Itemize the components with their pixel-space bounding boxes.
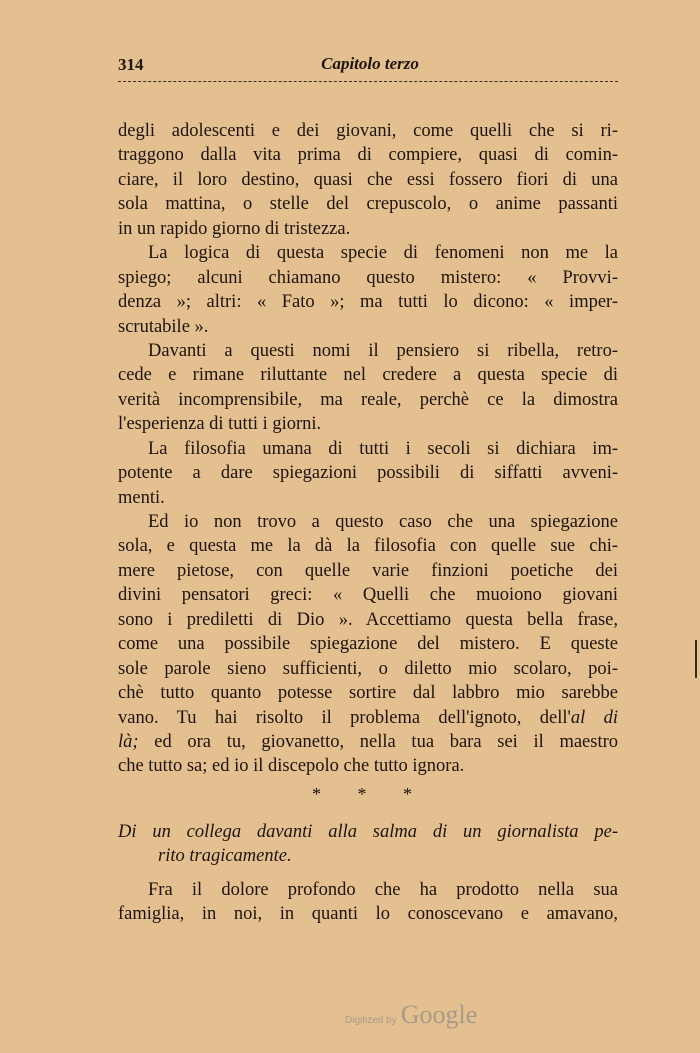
section-heading-line: rito tragicamente.: [158, 846, 292, 867]
line-text: La filosofia umana di tutti i secoli si dichiara im-: [148, 438, 618, 459]
text-line: Fra il dolore profondo che ha prodotto nella sua: [148, 880, 618, 900]
text-line: [118, 168, 618, 192]
line-text: vano. Tu hai risolto il problema dell'ignoto, dell': [118, 707, 571, 728]
text-line: [118, 632, 618, 656]
line-text: Ed io non trovo a questo caso che una spiegazione: [148, 512, 618, 532]
line-text: traggono dalla vita prima di compiere, quasi di comin-: [118, 145, 618, 166]
line-text: come una possibile spiegazione del mistero. E queste: [118, 634, 618, 655]
text-line: [118, 681, 618, 705]
text-line: [118, 486, 618, 510]
text-line: [118, 706, 618, 730]
running-title: Capitolo terzo: [321, 54, 419, 73]
text-line: [118, 510, 618, 534]
line-text: sono i prediletti di Dio ». Accettiamo questa bella frase,: [118, 609, 618, 630]
digitized-by-watermark: [345, 1000, 477, 1030]
line-text: menti.: [118, 487, 165, 508]
body-text: [118, 119, 618, 779]
text-line: [118, 315, 618, 339]
text-line: [118, 266, 618, 290]
text-line: [118, 730, 618, 754]
text-line: [118, 119, 618, 143]
italic-text: là;: [118, 731, 139, 752]
line-text: spiego; alcuni chiamano questo mistero: « Provvi-: [118, 267, 618, 288]
line-text: La logica di questa specie di fenomeni non me la: [148, 243, 618, 264]
line-text: l'esperienza di tutti i giorni.: [118, 414, 322, 435]
section-heading: [118, 820, 618, 869]
line-text: Davanti a questi nomi il pensiero si ribella, retro-: [148, 340, 618, 361]
text-line: [118, 412, 618, 436]
line-text: mere pietose, con quelle varie finzioni poetiche dei: [118, 560, 618, 581]
watermark-prefix: Digitized by: [345, 1015, 397, 1026]
text-line: [118, 388, 618, 412]
text-line: [118, 192, 618, 216]
header-rule: [118, 81, 618, 82]
line-text: sole parole sieno sufficienti, o diletto mio scolaro, poi-: [118, 658, 618, 679]
line-text: degli adolescenti e dei giovani, come quelli che si ri-: [118, 121, 618, 141]
text-line: [118, 657, 618, 681]
line-text: ed ora tu, giovanetto, nella tua bara sei il maestro: [138, 731, 618, 752]
line-text: ciare, il loro destino, quasi che essi fossero fiori di una: [118, 169, 618, 190]
text-line: [118, 559, 618, 583]
line-text: chè tutto quanto potesse sortire dal labbro mio sarebbe: [118, 683, 618, 704]
text-line: [118, 437, 618, 461]
line-text: in un rapido giorno di tristezza.: [118, 218, 351, 239]
page-number: 314: [118, 55, 144, 74]
text-line: [118, 290, 618, 314]
google-logo: Google: [400, 1000, 478, 1029]
margin-mark: [695, 640, 697, 678]
line-text: sola mattina, o stelle del crepuscolo, o anime passanti: [118, 194, 618, 215]
line-text: denza »; altri: « Fato »; ma tutti lo dicono: « imper-: [118, 292, 618, 313]
line-text: cede e rimane riluttante nel credere a questa specie di: [118, 365, 618, 386]
line-text: sola, e questa me la dà la filosofia con quelle sue chi-: [118, 536, 618, 557]
italic-text: al di: [570, 707, 618, 728]
line-text: potente a dare spiegazioni possibili di siffatti avveni-: [118, 463, 618, 484]
section-heading-line: Di un collega davanti alla salma di un giornalista pe-: [118, 822, 618, 842]
text-line: [118, 363, 618, 387]
text-line: [118, 217, 618, 241]
closing-paragraph: [118, 878, 618, 927]
text-line: [118, 583, 618, 607]
section-separator: * * *: [312, 784, 428, 804]
line-text: verità incomprensibile, ma reale, perchè ce la dimostra: [118, 389, 618, 410]
text-line: [118, 608, 618, 632]
text-line: [118, 534, 618, 558]
text-line: [118, 241, 618, 265]
line-text: scrutabile ».: [118, 316, 209, 337]
text-line: [118, 143, 618, 167]
line-text: divini pensatori greci: « Quelli che muoiono giovani: [118, 585, 618, 606]
text-line: famiglia, in noi, in quanti lo conoscevano e amavano,: [118, 904, 618, 925]
line-text: che tutto sa; ed io il discepolo che tutto ignora.: [118, 756, 465, 777]
text-line: [118, 754, 618, 778]
text-line: [118, 461, 618, 485]
text-line: [118, 339, 618, 363]
